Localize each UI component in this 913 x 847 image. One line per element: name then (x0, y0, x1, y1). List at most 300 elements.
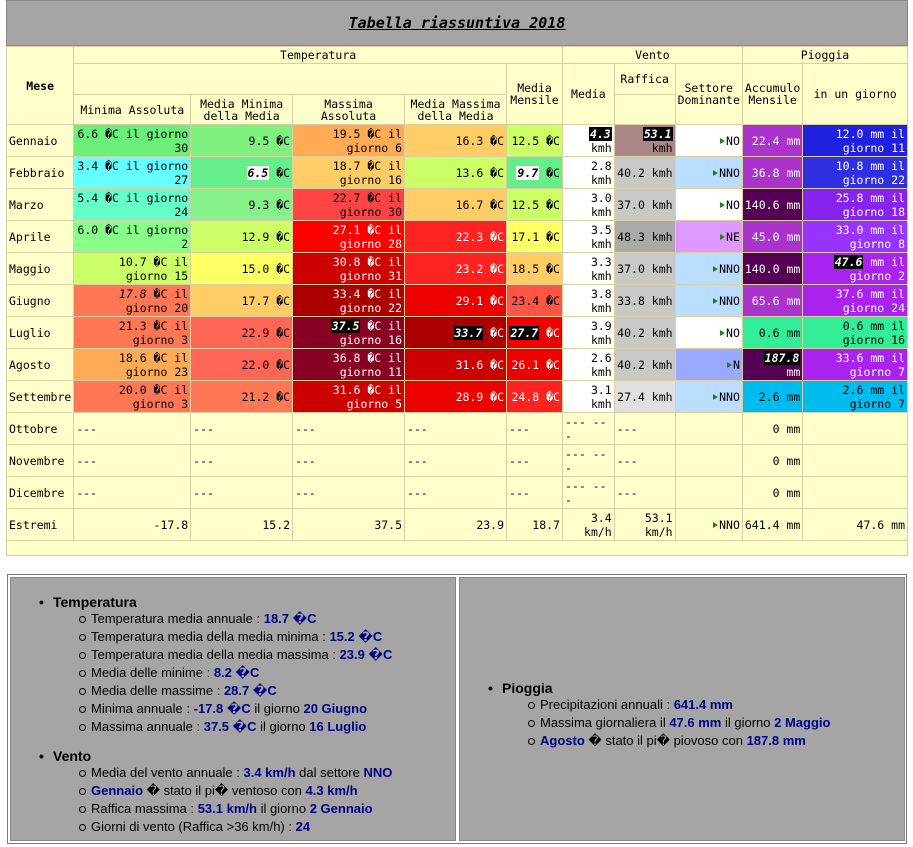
value: 18.7 �C il giorno 16 (332, 158, 403, 187)
summary-value: 18.7 �C (263, 611, 317, 626)
table-body (7, 125, 908, 556)
cell-settore (675, 221, 742, 253)
cell-settore (675, 285, 742, 317)
cell-mese: Agosto (7, 349, 74, 381)
cell-accumulo: 0 mm (742, 477, 802, 509)
cell-media-mensile (507, 125, 563, 157)
cell-massima-assoluta (293, 125, 405, 157)
value: 40.2 kmh (617, 357, 673, 372)
cell-vento-media (562, 125, 614, 157)
cell-raffica (614, 349, 675, 381)
cell-settore (675, 381, 742, 413)
value: 22.7 �C il giorno 30 (332, 190, 403, 219)
cell-massima-assoluta (293, 253, 405, 285)
cell-minima-assoluta: --- (74, 413, 191, 445)
summary-value: 15.2 �C (329, 629, 383, 644)
wind-direction-icon (713, 266, 718, 272)
value: 22.0 �C (241, 357, 291, 372)
value: 17.7 �C (241, 293, 291, 308)
record-value: 33.7 (454, 325, 483, 340)
value: 21.2 �C (241, 389, 291, 404)
cell-settore (675, 317, 742, 349)
wind-direction-icon (720, 330, 725, 336)
cell-settore (675, 509, 742, 541)
header-raffica-spacer (614, 95, 675, 125)
title-bar (6, 0, 908, 46)
value: 12.0 mm il giorno 11 (835, 126, 905, 155)
header-media-massima: Media Massima della Media (405, 95, 507, 125)
cell-settore (675, 189, 742, 221)
summary-item (540, 714, 830, 732)
unit: �C il giorno 16 (339, 318, 403, 347)
summary-item (91, 764, 392, 782)
value: 22.4 mm (751, 133, 801, 148)
cell-vento-media (562, 157, 614, 189)
value: 33.6 mm il giorno 7 (835, 350, 905, 379)
value: 31.6 �C (455, 357, 505, 372)
cell-minima-assoluta: --- (74, 445, 191, 477)
cell-massima-assoluta (293, 317, 405, 349)
summary-value: 24 (295, 819, 311, 834)
cell-media-massima (405, 253, 507, 285)
cell-media-mensile: --- (507, 413, 563, 445)
page (6, 0, 908, 847)
cell-media-minima (191, 125, 293, 157)
cell-massima-assoluta: 37.5 (293, 509, 405, 541)
cell-massima-assoluta: --- (293, 445, 405, 477)
summary-text: Precipitazioni annuali : (540, 697, 674, 712)
summary-text: � stato il pi� ventoso con (143, 783, 306, 798)
unit: mm il giorno 2 (849, 254, 905, 283)
cell-media-mensile: 18.7 (507, 509, 563, 541)
summary-item (91, 718, 392, 736)
record-value: 4.3 (589, 126, 611, 141)
value: 65.6 mm (751, 293, 801, 308)
value: 22.9 �C (241, 325, 291, 340)
value: 2.6 mm (758, 389, 801, 404)
cell-media-minima (191, 349, 293, 381)
cell-media-massima: 23.9 (405, 509, 507, 541)
value: 140.6 mm (744, 197, 801, 212)
cell-media-massima (405, 317, 507, 349)
cell-media-massima: --- (405, 477, 507, 509)
cell-media-minima (191, 381, 293, 413)
cell-accumulo (742, 285, 802, 317)
cell-pioggia-giorno (803, 221, 908, 253)
value: 30.8 �C il giorno 31 (332, 254, 403, 283)
value: 48.3 kmh (617, 229, 673, 244)
list-vento (53, 764, 392, 836)
record-value: 187.8 (764, 350, 800, 365)
unit: �C (539, 325, 560, 340)
spacer-cell (7, 541, 908, 556)
cell-raffica (614, 317, 675, 349)
value: 37.6 mm il giorno 24 (835, 286, 905, 315)
unit: �C (483, 325, 505, 340)
cell-media-minima (191, 317, 293, 349)
cell-massima-assoluta (293, 381, 405, 413)
table-row (7, 413, 908, 445)
cell-mese: Novembre (7, 445, 74, 477)
summary-text: Massima annuale : (91, 719, 204, 734)
record-value: 53.1 (643, 126, 672, 141)
cell-vento-media (562, 221, 614, 253)
value: 15.0 �C (241, 261, 291, 276)
summary-value: -17.8 �C (193, 701, 251, 716)
cell-vento-media: --- --- (562, 445, 614, 477)
table-row (7, 445, 908, 477)
table-row (7, 317, 908, 349)
cell-accumulo (742, 317, 802, 349)
wind-direction-icon (713, 170, 718, 176)
summary-value: Gennaio (91, 783, 144, 798)
summary-text: Temperatura media della media minima : (91, 629, 330, 644)
value: 2.6 kmh (590, 350, 612, 379)
summary-item (540, 732, 830, 750)
value: 22.3 �C (455, 229, 505, 244)
cell-accumulo: 641.4 mm (742, 509, 802, 541)
cell-pioggia-giorno (803, 157, 908, 189)
value: 21.3 �C il giorno 3 (118, 318, 189, 347)
cell-massima-assoluta (293, 189, 405, 221)
cell-media-massima (405, 349, 507, 381)
summary-text: Massima giornaliera il (540, 715, 670, 730)
value: 3.4 �C il giorno 27 (77, 158, 189, 187)
cell-media-minima: 15.2 (191, 509, 293, 541)
cell-media-massima (405, 221, 507, 253)
value: 12.5 �C (511, 133, 560, 148)
value: 33.0 mm il giorno 8 (835, 222, 905, 251)
section-heading: • Pioggia (502, 680, 830, 696)
header-vento: Vento (562, 47, 742, 64)
cell-pioggia-giorno (803, 125, 908, 157)
wind-sector: NNO (719, 293, 740, 308)
wind-sector: NO (726, 133, 740, 148)
section-heading: • Temperatura (53, 594, 392, 610)
value: 27.1 �C il giorno 28 (332, 222, 403, 251)
summary-text: Temperatura media della media massima : (91, 647, 340, 662)
unit: mm (786, 364, 801, 379)
cell-mese: Gennaio (7, 125, 74, 157)
cell-media-massima (405, 157, 507, 189)
value: 18.6 �C il giorno 23 (118, 350, 189, 379)
cell-settore (675, 157, 742, 189)
summary-value: 47.6 mm (669, 715, 722, 730)
summary-text: � stato il pi� piovoso con (584, 733, 747, 748)
summary-text: il giorno (250, 701, 304, 716)
cell-mese: Luglio (7, 317, 74, 349)
header-accumulo: Accumulo Mensile (742, 64, 802, 125)
header-spacer (74, 64, 507, 95)
wind-sector: NE (726, 229, 740, 244)
cell-mese: Giugno (7, 285, 74, 317)
cell-minima-assoluta (74, 189, 191, 221)
summary-value: 2 Maggio (774, 715, 831, 730)
cell-accumulo: 0 mm (742, 445, 802, 477)
value: 2.8 kmh (590, 158, 612, 187)
summary-text: Temperatura media annuale : (91, 611, 264, 626)
summary-value: 28.7 �C (223, 683, 277, 698)
value: 20.0 �C il giorno 3 (118, 382, 189, 411)
cell-minima-assoluta (74, 157, 191, 189)
cell-raffica: 53.1 km/h (614, 509, 675, 541)
cell-mese: Dicembre (7, 477, 74, 509)
value: 6.6 �C il giorno 30 (77, 126, 189, 155)
cell-media-mensile: --- (507, 445, 563, 477)
summary-item (91, 800, 392, 818)
value: 17.1 �C (511, 229, 560, 244)
table-row (7, 477, 908, 509)
header-settore: Settore Dominante (675, 64, 742, 125)
cell-accumulo (742, 349, 802, 381)
cell-media-massima (405, 285, 507, 317)
value: 12.5 �C (511, 197, 560, 212)
record-value: 6.5 (247, 165, 269, 180)
value: 3.0 kmh (590, 190, 612, 219)
value: 23.2 �C (455, 261, 505, 276)
table-row-estremi (7, 509, 908, 541)
value: 25.8 mm il giorno 18 (835, 190, 905, 219)
summary-value: 23.9 �C (339, 647, 393, 662)
wind-direction-icon (720, 138, 725, 144)
summary-item (91, 610, 392, 628)
summary-item (91, 700, 392, 718)
cell-pioggia-giorno (803, 413, 908, 445)
value: 0.6 mm il giorno 16 (842, 318, 905, 347)
panel-pioggia (459, 577, 905, 841)
record-value: 37.5 (331, 318, 360, 333)
summary-text: Media del vento annuale : (91, 765, 244, 780)
page-title: Tabella riassuntiva 2018 (348, 14, 566, 32)
cell-pioggia-giorno (803, 349, 908, 381)
cell-media-mensile (507, 221, 563, 253)
summary-value: 641.4 mm (673, 697, 733, 712)
wind-direction-icon (720, 234, 725, 240)
cell-raffica (614, 381, 675, 413)
value: 3.5 kmh (590, 222, 612, 251)
cell-raffica (614, 157, 675, 189)
cell-accumulo (742, 253, 802, 285)
cell-settore (675, 477, 742, 509)
value: 40.2 kmh (617, 165, 673, 180)
cell-media-minima: --- (191, 477, 293, 509)
value: 5.4 �C il giorno 24 (77, 190, 189, 219)
value: 37.0 kmh (617, 197, 673, 212)
wind-direction-icon (713, 522, 718, 528)
cell-pioggia-giorno (803, 381, 908, 413)
wind-sector: NNO (719, 389, 740, 404)
header-minima-assoluta: Minima Assoluta (74, 95, 191, 125)
value: 31.6 �C il giorno 5 (332, 382, 403, 411)
value: 10.7 �C il giorno 15 (118, 254, 189, 283)
value: 3.9 kmh (590, 318, 612, 347)
value: 29.1 �C (455, 293, 505, 308)
cell-raffica (614, 189, 675, 221)
cell-raffica: --- (614, 477, 675, 509)
summary-table (6, 46, 908, 556)
section-heading: • Vento (53, 748, 392, 764)
cell-minima-assoluta (74, 285, 191, 317)
cell-media-mensile (507, 285, 563, 317)
cell-media-minima (191, 157, 293, 189)
cell-massima-assoluta: --- (293, 477, 405, 509)
value: 2.6 mm il giorno 7 (842, 382, 905, 411)
table-row (7, 125, 908, 157)
summary-value: 187.8 mm (746, 733, 806, 748)
summary-item (91, 646, 392, 664)
header-pioggia: Pioggia (742, 47, 907, 64)
cell-mese: Estremi (7, 509, 74, 541)
cell-media-massima: --- (405, 413, 507, 445)
section-vento (53, 748, 392, 836)
header-in-un-giorno: in un giorno (803, 64, 908, 125)
wind-direction-icon (720, 202, 725, 208)
cell-accumulo (742, 189, 802, 221)
header-media-minima: Media Minima della Media (191, 95, 293, 125)
table-row (7, 253, 908, 285)
cell-minima-assoluta (74, 349, 191, 381)
wind-sector: N (732, 357, 740, 372)
cell-massima-assoluta (293, 221, 405, 253)
cell-media-minima: --- (191, 413, 293, 445)
summary-item (91, 664, 392, 682)
cell-pioggia-giorno (803, 189, 908, 221)
value: 19.5 �C il giorno 6 (332, 126, 403, 155)
value: 36.8 �C il giorno 11 (332, 350, 403, 379)
summary-item (91, 628, 392, 646)
summary-text: Raffica massima : (91, 801, 198, 816)
cell-media-massima (405, 125, 507, 157)
cell-pioggia-giorno: 47.6 mm (803, 509, 908, 541)
summary-value: 3.4 km/h (243, 765, 296, 780)
cell-raffica (614, 125, 675, 157)
cell-settore (675, 413, 742, 445)
unit: �C (539, 165, 560, 180)
list-pioggia (502, 696, 830, 750)
table-row (7, 189, 908, 221)
cell-vento-media (562, 189, 614, 221)
cell-media-minima (191, 189, 293, 221)
unit: kmh (651, 140, 673, 155)
cell-vento-media (562, 317, 614, 349)
cell-pioggia-giorno (803, 317, 908, 349)
summary-panels (7, 574, 907, 844)
cell-media-mensile (507, 349, 563, 381)
cell-minima-assoluta (74, 221, 191, 253)
summary-text: Media delle minime : (91, 665, 214, 680)
table-row (7, 349, 908, 381)
cell-media-mensile (507, 317, 563, 349)
cell-media-mensile: --- (507, 477, 563, 509)
cell-vento-media (562, 349, 614, 381)
cell-minima-assoluta: -17.8 (74, 509, 191, 541)
wind-sector: NO (726, 325, 740, 340)
wind-direction-icon (727, 362, 732, 368)
value: 6.0 �C il giorno 2 (77, 222, 189, 251)
table-row (7, 381, 908, 413)
cell-settore (675, 253, 742, 285)
summary-item (91, 818, 392, 836)
cell-minima-assoluta (74, 125, 191, 157)
cell-media-mensile (507, 189, 563, 221)
cell-media-massima (405, 189, 507, 221)
summary-value: 20 Giugno (303, 701, 368, 716)
cell-accumulo (742, 125, 802, 157)
cell-vento-media: --- --- (562, 477, 614, 509)
value: 16.3 �C (455, 133, 505, 148)
summary-item (540, 696, 830, 714)
cell-vento-media: --- --- (562, 413, 614, 445)
cell-massima-assoluta (293, 349, 405, 381)
summary-value: NNO (363, 765, 393, 780)
cell-minima-assoluta (74, 253, 191, 285)
table-row (7, 157, 908, 189)
summary-value: 53.1 km/h (197, 801, 257, 816)
cell-minima-assoluta: --- (74, 477, 191, 509)
cell-settore (675, 445, 742, 477)
summary-item (91, 682, 392, 700)
value: 18.5 �C (511, 261, 560, 276)
wind-sector: NNO (719, 165, 740, 180)
value: 3.1 kmh (590, 382, 612, 411)
cell-minima-assoluta (74, 317, 191, 349)
section-pioggia (502, 680, 830, 750)
cell-mese: Marzo (7, 189, 74, 221)
summary-text: il giorno (256, 801, 310, 816)
cell-pioggia-giorno (803, 445, 908, 477)
cell-vento-media (562, 381, 614, 413)
cell-media-minima: --- (191, 445, 293, 477)
record-value: 27.7 (510, 325, 539, 340)
value: 13.6 �C (455, 165, 505, 180)
cell-raffica (614, 253, 675, 285)
cell-accumulo: 0 mm (742, 413, 802, 445)
table-row-spacer (7, 541, 908, 556)
wind-sector: NNO (719, 261, 740, 276)
value: 33.4 �C il giorno 22 (332, 286, 403, 315)
cell-raffica: --- (614, 445, 675, 477)
value: 3.3 kmh (590, 254, 612, 283)
cell-settore (675, 125, 742, 157)
value: 36.8 mm (751, 165, 801, 180)
value: 3.8 kmh (590, 286, 612, 315)
cell-mese: Febbraio (7, 157, 74, 189)
cell-mese: Aprile (7, 221, 74, 253)
cell-media-massima (405, 381, 507, 413)
summary-text: Giorni di vento (Raffica >36 km/h) : (91, 819, 296, 834)
panel-temperatura-vento (10, 577, 456, 841)
value: 9.3 �C (248, 197, 291, 212)
cell-media-minima (191, 221, 293, 253)
cell-minima-assoluta (74, 381, 191, 413)
value: 37.0 kmh (617, 261, 673, 276)
cell-pioggia-giorno (803, 477, 908, 509)
cell-media-mensile (507, 381, 563, 413)
wind-direction-icon (713, 394, 718, 400)
cell-raffica (614, 221, 675, 253)
header-mese: Mese (7, 47, 74, 125)
header-media-mensile: Media Mensile (507, 64, 563, 125)
cell-mese: Maggio (7, 253, 74, 285)
list-temperatura (53, 610, 392, 736)
value: 33.8 kmh (617, 293, 673, 308)
cell-accumulo (742, 221, 802, 253)
section-temperatura (53, 594, 392, 736)
header-raffica: Raffica (614, 64, 675, 95)
cell-massima-assoluta (293, 157, 405, 189)
cell-media-mensile (507, 253, 563, 285)
value: 28.9 �C (455, 389, 505, 404)
